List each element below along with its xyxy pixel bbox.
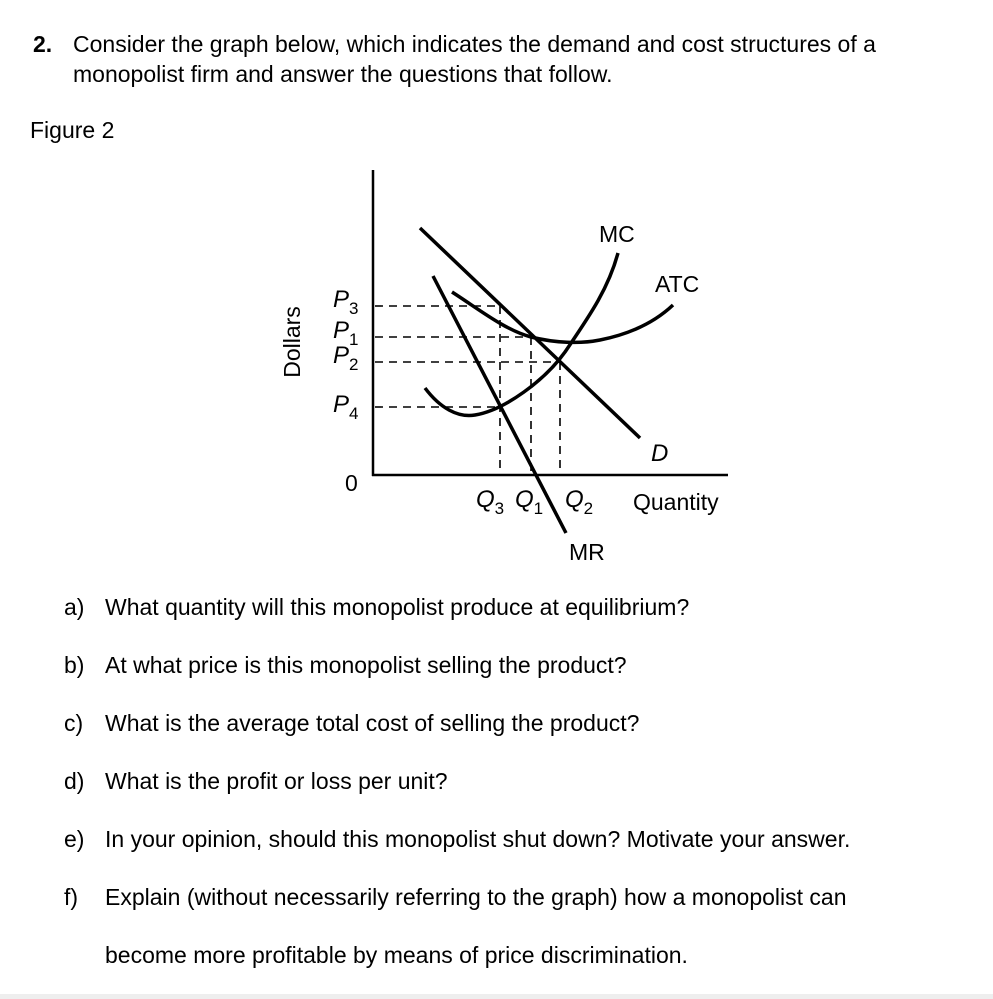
sub-question-continuation: become more profitable by means of price discrimination. xyxy=(105,942,688,968)
price-label-p4: $P_4$ xyxy=(333,391,359,423)
question-text-line2: monopolist firm and answer the questions that follow. xyxy=(73,61,613,87)
atc-label: ATC xyxy=(655,271,700,297)
sub-question-text: What is the profit or loss per unit? xyxy=(105,768,448,794)
origin-label: 0 xyxy=(345,470,358,496)
mc-label: MC xyxy=(599,221,635,247)
quantity-label-q1: $Q_1$ xyxy=(515,486,544,518)
question-text-line1: Consider the graph below, which indicates the demand and cost structures of a xyxy=(73,31,876,57)
bottom-bar xyxy=(0,994,993,999)
x-axis-label: Quantity xyxy=(633,489,719,515)
mr-label: MR xyxy=(569,539,605,565)
y-axis-label: Dollars xyxy=(279,306,305,378)
sub-question-letter: a) xyxy=(64,594,85,620)
price-label-p2: $P_2$ xyxy=(333,342,359,374)
mr-curve xyxy=(433,276,566,533)
sub-question-letter: b) xyxy=(64,652,85,678)
sub-question-letter: f) xyxy=(64,884,79,910)
price-label-p3: $P_3$ xyxy=(333,286,359,318)
quantity-label-q2: $Q_2$ xyxy=(565,486,594,518)
quantity-label-q3: $Q_3$ xyxy=(476,486,505,518)
price-label-p1: $P_1$ xyxy=(333,317,359,349)
sub-question-text: What is the average total cost of selling the product? xyxy=(105,710,640,736)
sub-question-letter: d) xyxy=(64,768,85,794)
dashed-guides xyxy=(375,306,560,475)
demand-label: D xyxy=(651,440,669,467)
sub-question-text: In your opinion, should this monopolist shut down? Motivate your answer. xyxy=(105,826,851,852)
sub-question-text: Explain (without necessarily referring to the graph) how a monopolist can xyxy=(105,884,847,910)
sub-question-letter: c) xyxy=(64,710,84,736)
sub-question-text: What quantity will this monopolist produce at equilibrium? xyxy=(105,594,690,620)
figure-label: Figure 2 xyxy=(30,117,115,143)
sub-question-letter: e) xyxy=(64,826,85,852)
atc-curve xyxy=(452,292,673,342)
sub-question-text: At what price is this monopolist selling the product? xyxy=(105,652,627,678)
question-number: 2. xyxy=(33,31,53,57)
